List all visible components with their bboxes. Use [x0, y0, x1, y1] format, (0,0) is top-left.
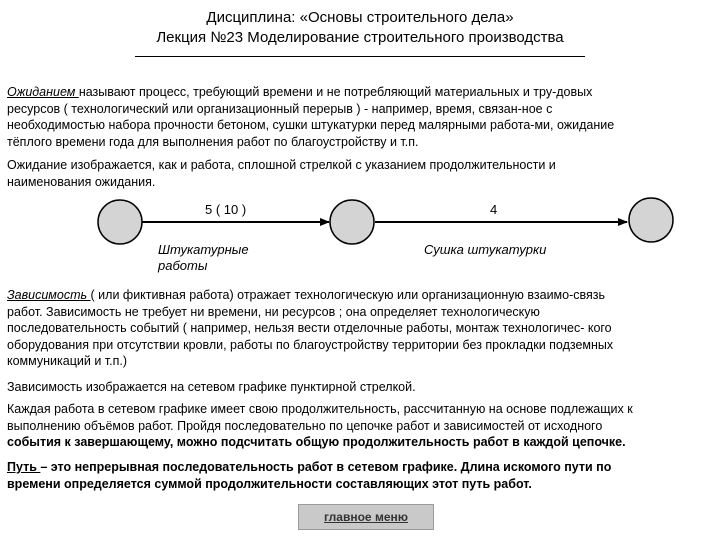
term-path: Путь — [7, 460, 41, 474]
event-node-2 — [330, 200, 374, 244]
text-line: выполнению объёмов работ. Пройдя последовательно по цепочке работ и зависимостей от исходного — [7, 418, 603, 433]
text-line: – это непрерывная последовательность работ в сетевом графике. Длина искомого пути по — [40, 460, 612, 474]
dependency-definition — [7, 287, 715, 370]
text-line: события к завершающему, можно подсчитать общую продолжительность работ в каждой цепочке. — [7, 435, 626, 449]
discipline-title: Дисциплина: «Основы строительного дела» — [206, 9, 514, 26]
page-header — [0, 8, 720, 57]
text-line: коммуникаций и т.п.) — [7, 354, 127, 368]
waiting-duration-label: 4 — [490, 202, 498, 217]
main-menu-button[interactable]: главное меню — [298, 504, 434, 530]
text-line: ресурсов ( технологический или организационный перерыв ) - например, время, связан-ное с — [7, 101, 553, 116]
path-definition — [7, 459, 715, 492]
text-line: тёплого времени года для выполнения работ по благоустройству и т.п. — [7, 134, 419, 149]
dependency-notation — [7, 379, 715, 396]
text-line: Зависимость изображается на сетевом графике пунктирной стрелкой. — [7, 380, 416, 394]
text-line: ( или фиктивная работа) отражает технологическую или организационную взаимо-связь — [90, 288, 606, 302]
waiting-definition — [7, 84, 715, 150]
lecture-title: Лекция №23 Моделирование строительного производства — [156, 29, 564, 46]
text-line: Ожидание изображается, как и работа, сплошной стрелкой с указанием продолжительности и — [7, 158, 556, 172]
work-name-label: Штукатурные работы — [158, 242, 249, 273]
waiting-name-label: Сушка штукатурки — [424, 242, 547, 257]
text-line: работ. Зависимость не требует ни времени, ни ресурсов ; она определяет технологическую — [7, 304, 540, 319]
text-line: называют процесс, требующий времени и не потребляющий материальных и тру-довых — [78, 85, 593, 99]
text-line: оборудования при отсутствии кровли, работы по благоустройству территории без прокладки подземных — [7, 337, 614, 352]
text-line: наименования ожидания. — [7, 174, 156, 189]
term-waiting: Ожиданием — [7, 85, 79, 99]
header-divider — [135, 56, 585, 57]
event-node-3 — [629, 198, 673, 242]
text-line: времени определяется суммой продолжительности составляющих этот путь работ. — [7, 476, 532, 491]
term-dependency: Зависимость — [7, 288, 91, 302]
text-line: необходимостью набора прочности бетоном, сушки штукатурки перед малярными работа-ми, ожидание — [7, 118, 615, 132]
waiting-notation — [7, 157, 715, 190]
duration-paragraph — [7, 401, 715, 451]
network-diagram — [0, 195, 720, 251]
work-duration-label: 5 ( 10 ) — [205, 202, 247, 217]
text-line: Каждая работа в сетевом графике имеет свою продолжительность, рассчитанную на основе подлежащих к — [7, 402, 633, 416]
event-node-1 — [98, 200, 142, 244]
text-line: последовательность событий ( например, нельзя вести отделочные работы, монтаж технологичес- кого — [7, 321, 612, 335]
